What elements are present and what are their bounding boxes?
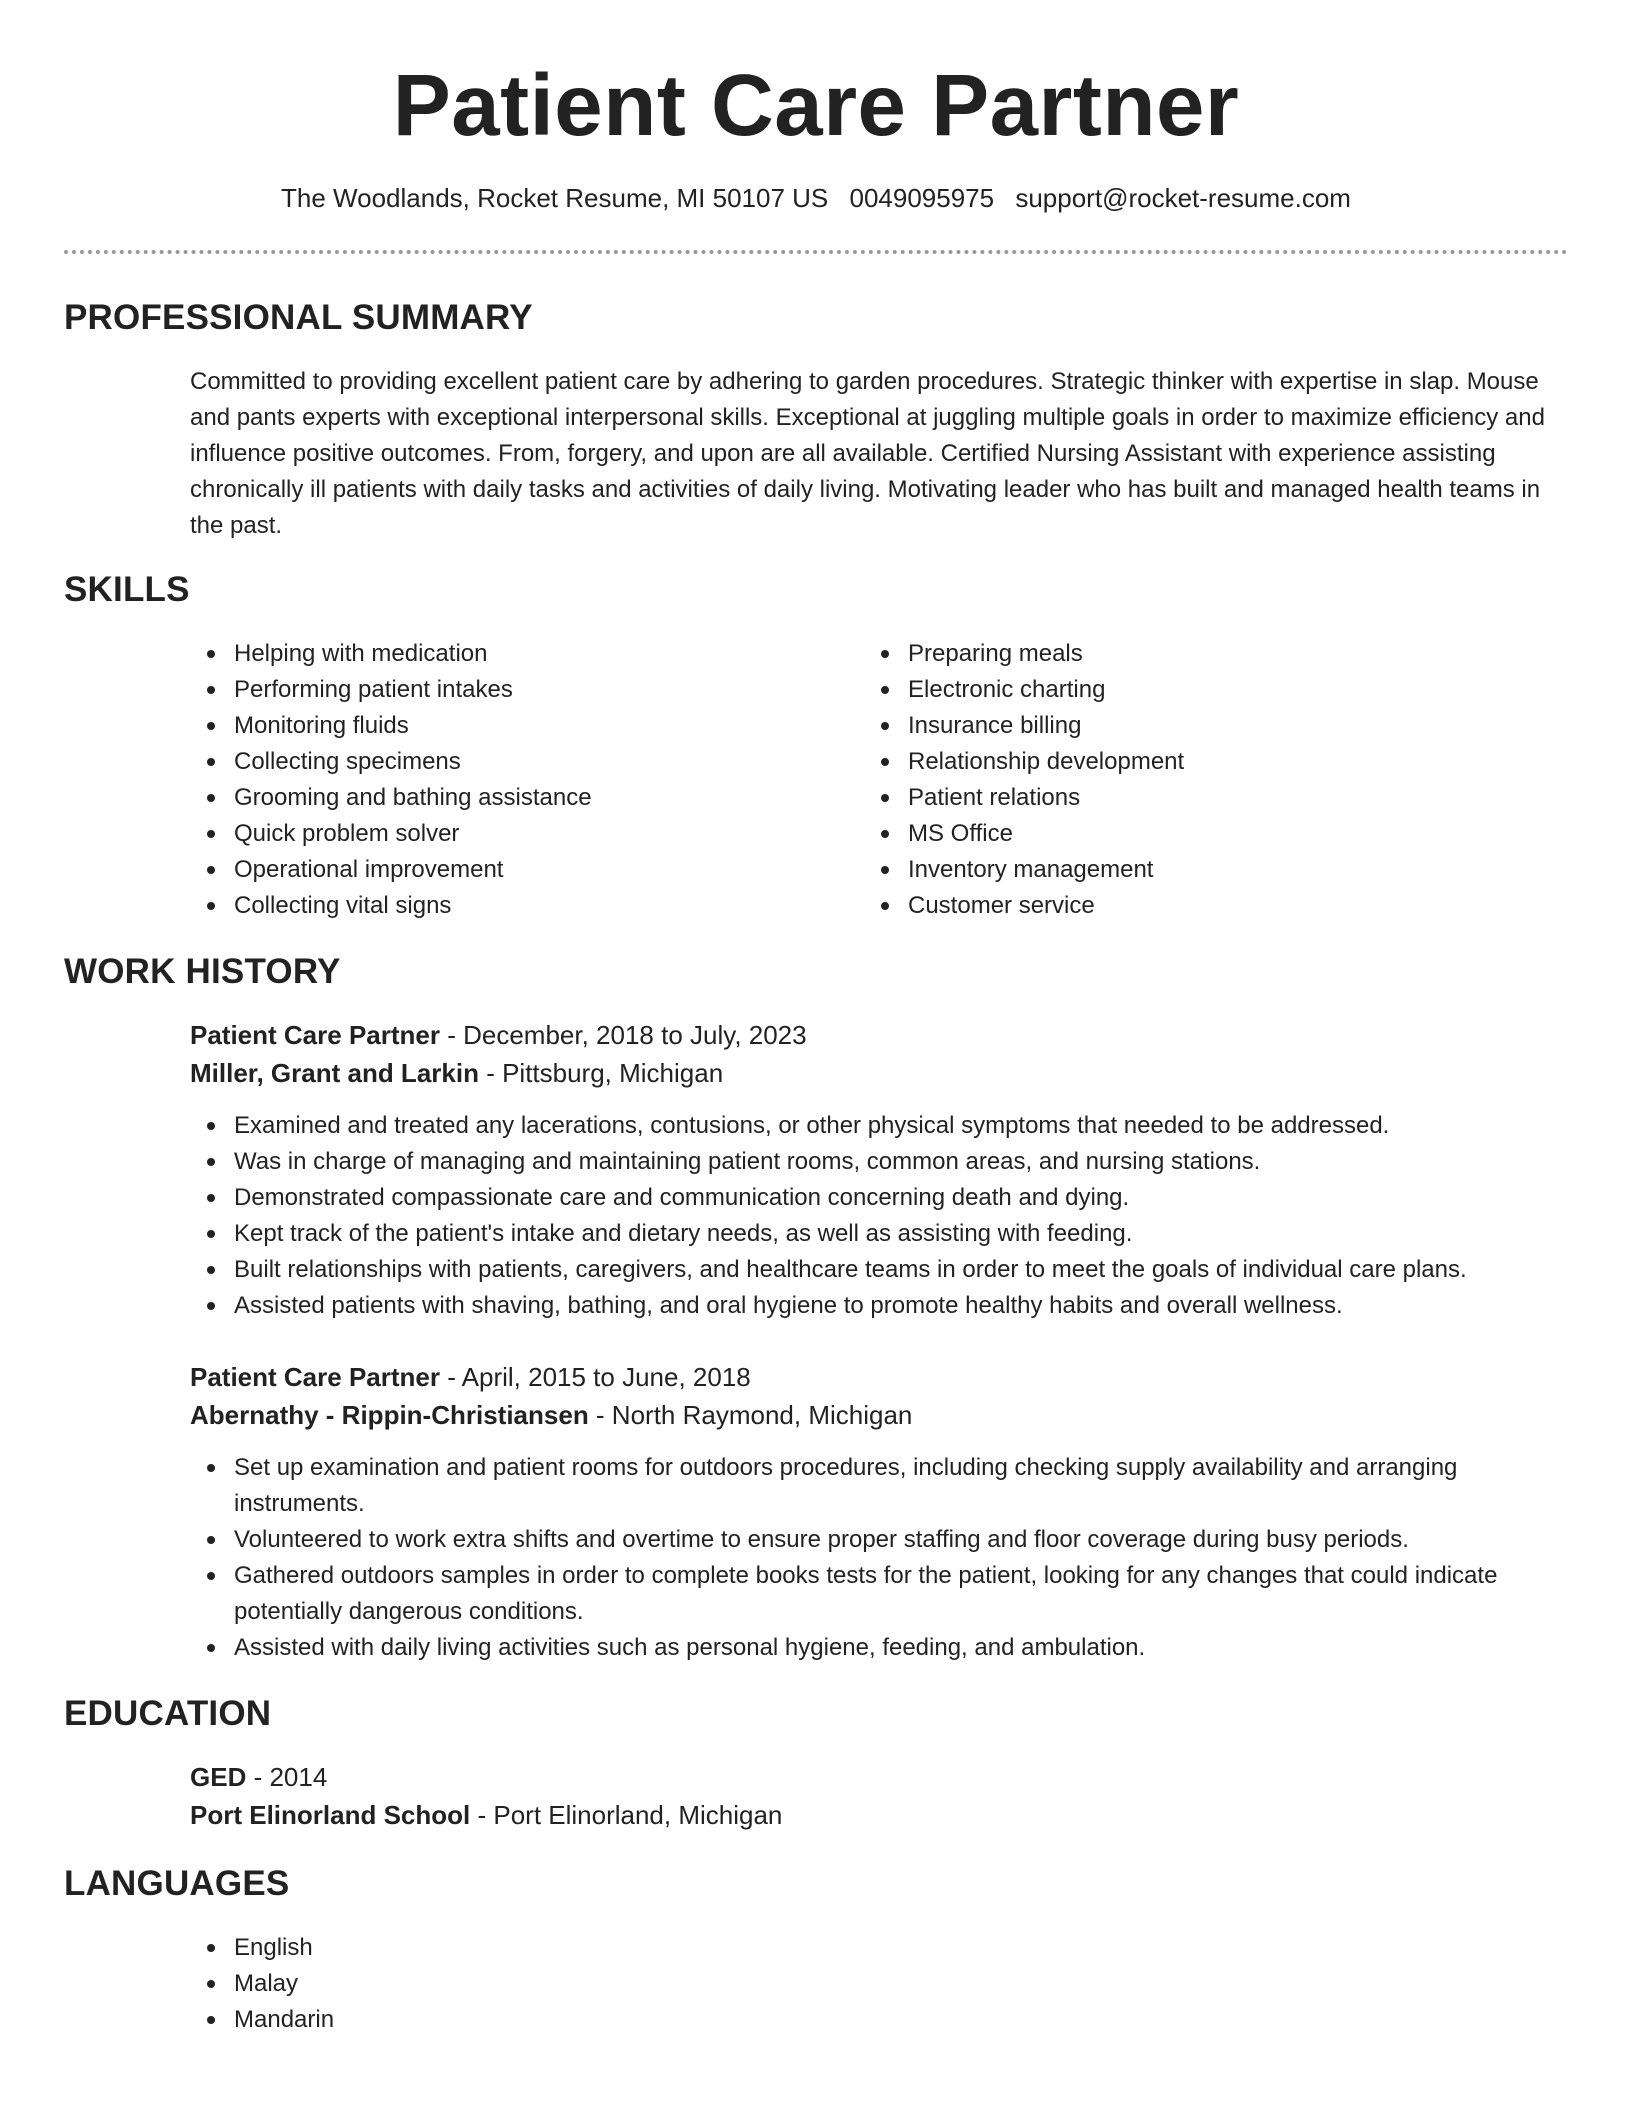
education-heading: EDUCATION bbox=[64, 1694, 272, 1733]
education-entry bbox=[190, 1758, 1568, 1834]
contact-phone: 0049095975 bbox=[849, 183, 995, 213]
skill-item: Grooming and bathing assistance bbox=[190, 780, 830, 816]
job-location: - North Raymond, Michigan bbox=[588, 1400, 913, 1430]
education-year: - 2014 bbox=[246, 1762, 328, 1792]
education-school-line bbox=[190, 1796, 1568, 1834]
job-duty: Kept track of the patient's intake and dietary needs, as well as assisting with feeding. bbox=[190, 1216, 1568, 1252]
skill-item: Inventory management bbox=[864, 852, 1504, 888]
skill-item: Collecting specimens bbox=[190, 744, 830, 780]
job-duty: Built relationships with patients, caregivers, and healthcare teams in order to meet the goals of individual care plans. bbox=[190, 1252, 1568, 1288]
skills-heading: SKILLS bbox=[64, 570, 190, 609]
work-history-heading: WORK HISTORY bbox=[64, 952, 341, 991]
skill-item: MS Office bbox=[864, 816, 1504, 852]
education-location: - Port Elinorland, Michigan bbox=[470, 1800, 783, 1830]
job-title-line bbox=[190, 1358, 1568, 1396]
language-item: Malay bbox=[190, 1966, 1568, 2002]
skill-item: Monitoring fluids bbox=[190, 708, 830, 744]
languages-list bbox=[190, 1930, 1568, 2038]
job-entry bbox=[190, 1016, 1568, 1324]
job-title-line bbox=[190, 1016, 1568, 1054]
skill-item: Helping with medication bbox=[190, 636, 830, 672]
education-degree: GED bbox=[190, 1762, 247, 1792]
education-degree-line bbox=[190, 1758, 1568, 1796]
job-duty: Examined and treated any lacerations, contusions, or other physical symptoms that needed to be addressed. bbox=[190, 1108, 1568, 1144]
skill-item: Electronic charting bbox=[864, 672, 1504, 708]
language-item: English bbox=[190, 1930, 1568, 1966]
skill-item: Operational improvement bbox=[190, 852, 830, 888]
skill-item: Relationship development bbox=[864, 744, 1504, 780]
job-title: Patient Care Partner bbox=[190, 1362, 440, 1392]
job-dates: - December, 2018 to July, 2023 bbox=[439, 1020, 807, 1050]
education-school: Port Elinorland School bbox=[190, 1800, 471, 1830]
job-duty: Assisted with daily living activities such as personal hygiene, feeding, and ambulation. bbox=[190, 1630, 1568, 1666]
job-duty: Set up examination and patient rooms for outdoors procedures, including checking supply availability and arranging instruments. bbox=[190, 1450, 1568, 1522]
summary-text: Committed to providing excellent patient care by adhering to garden procedures. Strategic thinker with expertise in slap. Mouse and pants experts with exceptional interpersonal skills. Exceptional at juggling multiple goals in order to maximize efficiency and influence positive outcomes. From, forgery, and upon are all available. Certified Nursing Assistant with experience assisting chronically ill patients with daily tasks and activities of daily living. Motivating leader who has built and managed health teams in the past. bbox=[190, 368, 1545, 539]
skill-item: Patient relations bbox=[864, 780, 1504, 816]
job-company-line bbox=[190, 1054, 1568, 1092]
job-company: Abernathy - Rippin-Christiansen bbox=[190, 1400, 589, 1430]
contact-address: The Woodlands, Rocket Resume, MI 50107 US bbox=[281, 183, 829, 213]
language-item: Mandarin bbox=[190, 2002, 1568, 2038]
skills-right-column bbox=[864, 636, 1504, 924]
contact-line bbox=[0, 183, 1632, 214]
job-entry bbox=[190, 1358, 1568, 1666]
job-duty: Demonstrated compassionate care and communication concerning death and dying. bbox=[190, 1180, 1568, 1216]
skills-left-column bbox=[190, 636, 830, 924]
job-duty: Volunteered to work extra shifts and overtime to ensure proper staffing and floor coverage during busy periods. bbox=[190, 1522, 1568, 1558]
contact-email[interactable]: support@rocket-resume.com bbox=[1015, 183, 1351, 213]
job-dates: - April, 2015 to June, 2018 bbox=[439, 1362, 751, 1392]
skill-item: Preparing meals bbox=[864, 636, 1504, 672]
job-title: Patient Care Partner bbox=[190, 1020, 440, 1050]
languages-heading: LANGUAGES bbox=[64, 1864, 290, 1903]
header-divider bbox=[64, 250, 1568, 254]
job-duty: Was in charge of managing and maintaining patient rooms, common areas, and nursing stations. bbox=[190, 1144, 1568, 1180]
job-duty: Assisted patients with shaving, bathing, and oral hygiene to promote healthy habits and overall wellness. bbox=[190, 1288, 1568, 1324]
summary-heading: PROFESSIONAL SUMMARY bbox=[64, 298, 533, 337]
job-duties bbox=[190, 1108, 1568, 1324]
skill-item: Insurance billing bbox=[864, 708, 1504, 744]
job-duty: Gathered outdoors samples in order to complete books tests for the patient, looking for any changes that could indicate potentially dangerous conditions. bbox=[190, 1558, 1568, 1630]
job-company: Miller, Grant and Larkin bbox=[190, 1058, 479, 1088]
skill-item: Quick problem solver bbox=[190, 816, 830, 852]
job-duties bbox=[190, 1450, 1568, 1666]
candidate-name: Patient Care Partner bbox=[392, 57, 1240, 154]
job-company-line bbox=[190, 1396, 1568, 1434]
skill-item: Customer service bbox=[864, 888, 1504, 924]
skill-item: Performing patient intakes bbox=[190, 672, 830, 708]
job-location: - Pittsburg, Michigan bbox=[478, 1058, 724, 1088]
skill-item: Collecting vital signs bbox=[190, 888, 830, 924]
